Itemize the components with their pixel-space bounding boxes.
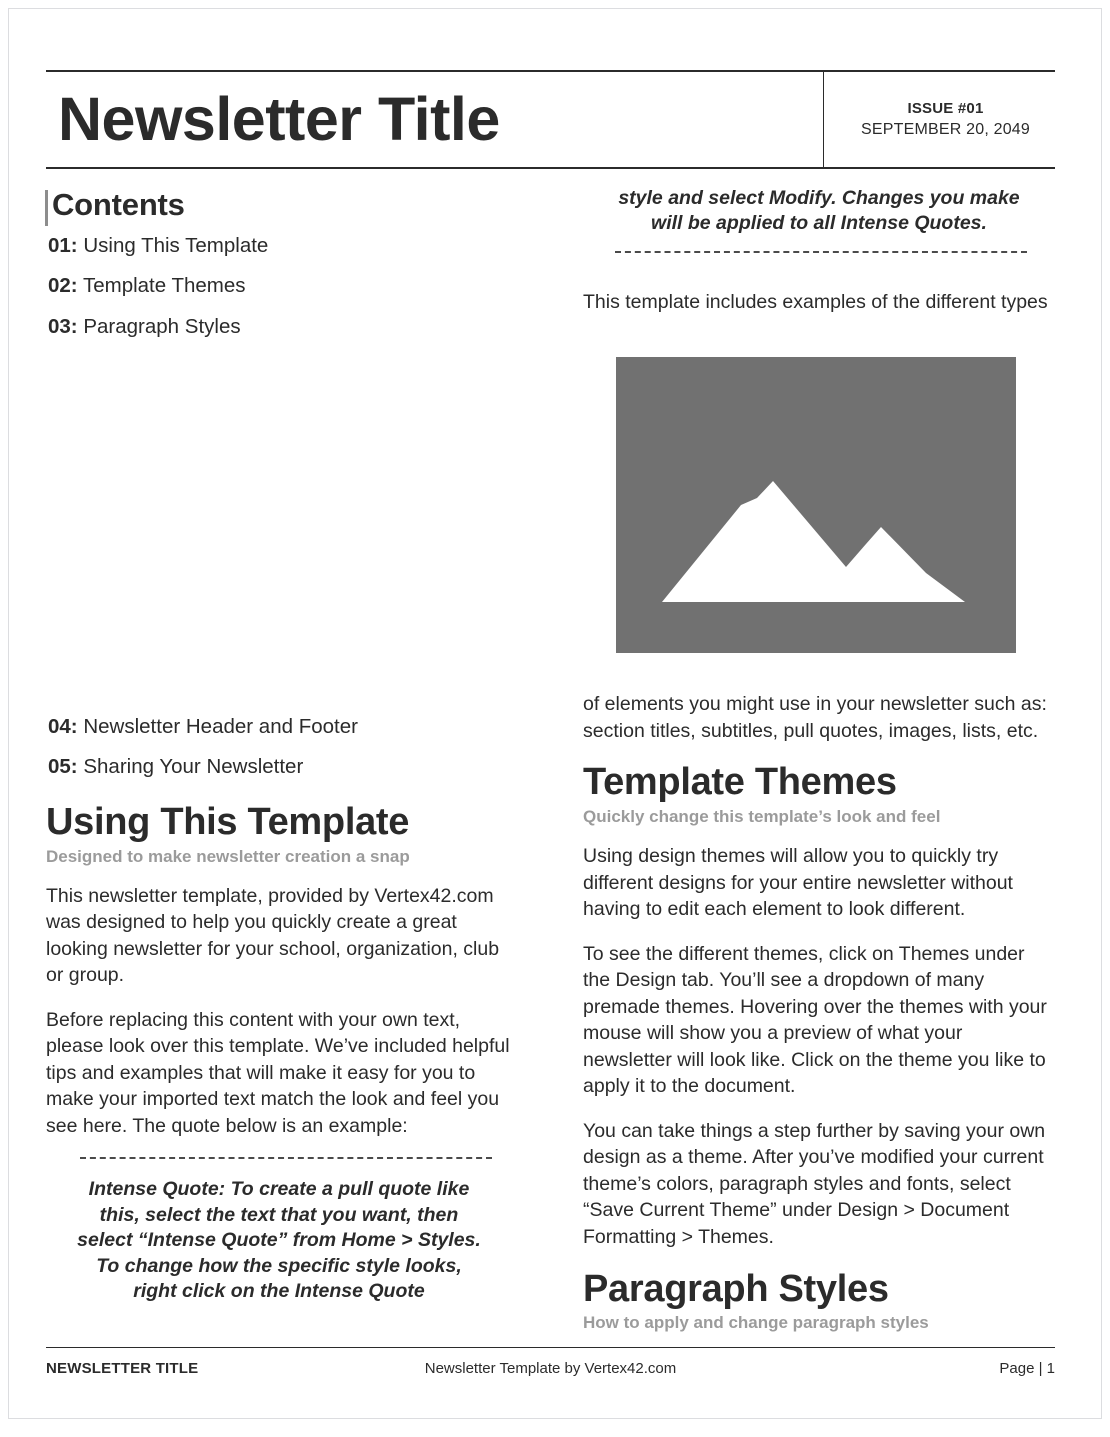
toc-item-02[interactable]: [46, 274, 512, 299]
masthead: [46, 70, 1055, 169]
section-title-template-themes: Template Themes: [583, 761, 897, 804]
toc-item-02-label: Template Themes: [82, 274, 246, 298]
section-subtitle-paragraph-styles: How to apply and change paragraph styles: [583, 1313, 929, 1333]
right-column: [583, 186, 1055, 1350]
contents-heading-wrap: [46, 186, 512, 224]
paragraph-to-see-themes: To see the different themes, click on Themes under the Design tab. You’ll see a dropdown of many premade themes. Hovering over the themes with your mouse will show you a preview of what your newsletter will look like. Click on the theme you like to apply it to the document.: [583, 942, 1047, 1098]
issue-number: ISSUE #01: [907, 99, 984, 117]
paragraph-save-theme: You can take things a step further by saving your own design as a theme. After you’ve modified your current theme’s colors, paragraph styles and fonts, select “Save Current Theme” under Design > Document Formatting > Themes.: [583, 1119, 1046, 1248]
paragraph-elements-list: of elements you might use in your newsletter such as: section titles, subtitles, pull quotes, images, lists, etc.: [583, 693, 1047, 742]
masthead-inner: [46, 72, 1055, 167]
toc-item-02-number: 02:: [48, 274, 78, 298]
masthead-divider: [823, 72, 824, 167]
toc-item-05-label: Sharing Your Newsletter: [83, 755, 304, 779]
page-footer: [46, 1347, 1055, 1377]
pull-quote-divider-left: [80, 1157, 492, 1159]
toc-item-05[interactable]: [46, 755, 512, 780]
issue-date: SEPTEMBER 20, 2049: [860, 120, 1030, 138]
toc-item-03-label: Paragraph Styles: [83, 315, 241, 338]
pull-quote-intense-continued: style and select Modify. Changes you make will be applied to all Intense Quotes.: [618, 187, 1020, 235]
toc-item-04-label: Newsletter Header and Footer: [83, 714, 358, 738]
toc-lower-group: [46, 715, 512, 780]
pull-quote-divider-right: [615, 251, 1027, 253]
text-cursor-icon: [45, 190, 48, 226]
paragraph-template-intro: This newsletter template, provided by Vertex42.com was designed to help you quickly create a great looking newsletter for your school, organization, club or group.: [46, 884, 500, 987]
contents-heading: Contents: [52, 187, 185, 222]
toc-item-04[interactable]: [46, 715, 512, 740]
toc-item-01-number: 01:: [48, 233, 78, 257]
mountain-image-placeholder-icon: [616, 357, 1016, 653]
footer-newsletter-title: NEWSLETTER TITLE: [46, 1360, 199, 1377]
left-column: [46, 186, 512, 1304]
section-title-using-this-template: Using This Template: [46, 800, 410, 843]
toc-item-03[interactable]: [46, 315, 512, 340]
image-placeholder: [616, 357, 1016, 653]
newsletter-title: Newsletter Title: [58, 85, 500, 153]
masthead-meta: [836, 72, 1055, 167]
section-subtitle-template-themes: Quickly change this template’s look and feel: [583, 807, 941, 827]
pull-quote-intense: Intense Quote: To create a pull quote like this, select the text that you want, then select “Intense Quote” from Home > Styles. To change how the specific style looks, right click on the Intense Quote: [77, 1178, 481, 1302]
footer-attribution: Newsletter Template by Vertex42.com: [424, 1360, 677, 1377]
toc-item-01-label: Using This Template: [83, 233, 269, 257]
paragraph-before-replacing: Before replacing this content with your own text, please look over this template. We’ve included helpful tips and examples that will make it easy for you to make your imported text match the look and feel you see here. The quote below is an example:: [46, 1008, 510, 1137]
section-subtitle-using-this-template: Designed to make newsletter creation a snap: [46, 846, 410, 866]
toc-item-04-number: 04:: [48, 714, 78, 738]
toc-item-05-number: 05:: [48, 755, 78, 779]
paragraph-template-includes: This template includes examples of the different types: [583, 290, 1048, 313]
paragraph-using-design-themes: Using design themes will allow you to quickly try different designs for your entire newsletter without having to edit each element to look different.: [583, 845, 1013, 921]
toc-item-03-number: 03:: [48, 315, 78, 338]
footer-page-number: Page | 1: [999, 1360, 1055, 1377]
toc-item-01[interactable]: [46, 234, 512, 259]
section-title-paragraph-styles: Paragraph Styles: [583, 1267, 889, 1310]
